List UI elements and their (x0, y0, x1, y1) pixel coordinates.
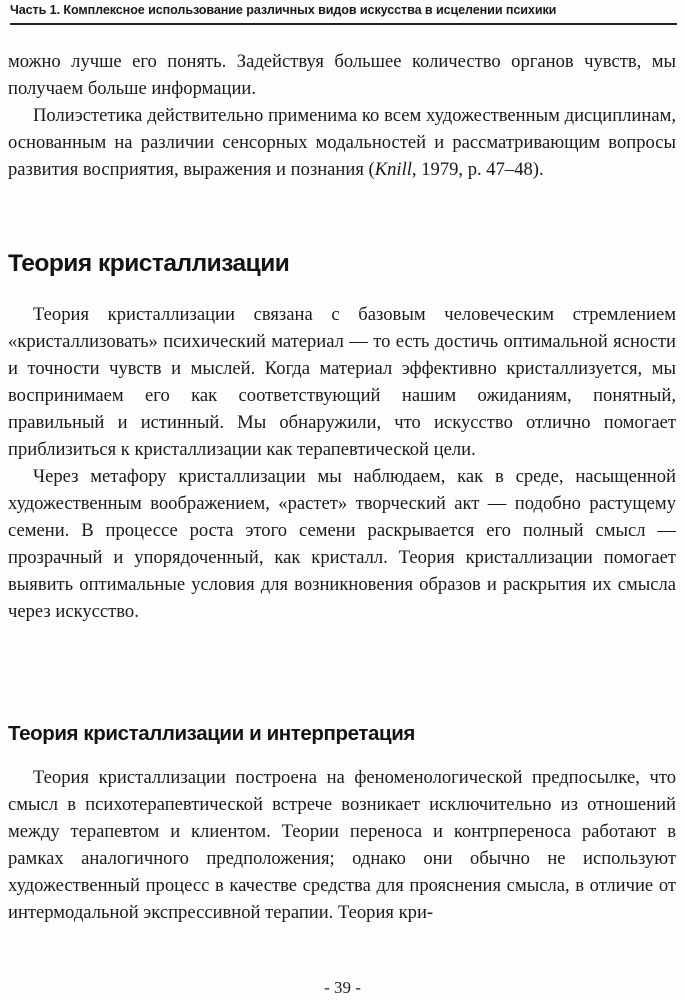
section-heading-crystallization: Теория кристаллизации (8, 250, 290, 277)
paragraph: Через метафору кристаллизации мы наблюдаем, как в среде, насыщенной художественным воображением, «растет» творческий акт — подобно растущему семени. В процессе роста этого семени раскрывается его полный смысл — прозрачный и упорядоченный, как кристалл. Теория кристаллизации помогает выявить оптимальные условия для возникновения образов и раскрытия их смысла через искусство. (8, 466, 676, 622)
paragraph-continued: можно лучше его понять. Задействуя большее количество органов чувств, мы получаем больше информации. (8, 51, 676, 99)
paragraph-text: Полиэстетика действительно применима ко всем художественным дисциплинам, основанным на различии сенсорных модальностей и рассматривающим вопросы развития восприятия, выражения и познания ( (8, 105, 676, 180)
paragraph-polyaesthetics (8, 102, 676, 183)
paragraph: Теория кристаллизации связана с базовым человеческим стремлением «кристаллизовать» психический материал — то есть достичь оптимальной ясности и точности чувств и мыслей. Когда материал эффективно кристаллизуется, мы воспринимаем его как соответствующий нашим ожиданиям, понятный, правильный и истинный. Мы обнаружили, что искусство отлично помогает приблизиться к кристаллизации как терапевтической цели. (8, 304, 676, 460)
section-heading-interpretation: Теория кристаллизации и интерпретация (8, 722, 415, 745)
citation-details: , 1979, p. 47–48). (411, 159, 544, 180)
running-header: Часть 1. Комплексное использование различных видов искусства в исцелении психики (10, 0, 677, 25)
citation-author: Knill (374, 159, 412, 180)
crystallization-text (8, 301, 676, 625)
paragraph: Теория кристаллизации построена на феноменологической предпосылке, что смысл в психотерапевтической встрече возникает исключительно из отношений между терапевтом и клиентом. Теории переноса и контрпереноса работают в рамках аналогичного предположения; однако они обычно не используют художественный процесс в качестве средства для прояснения смысла, в отличие от интермодальной экспрессивной терапии. Теория кри- (8, 767, 676, 923)
intro-text (8, 48, 676, 183)
page-number: - 39 - (324, 978, 361, 997)
interpretation-text (8, 764, 676, 926)
